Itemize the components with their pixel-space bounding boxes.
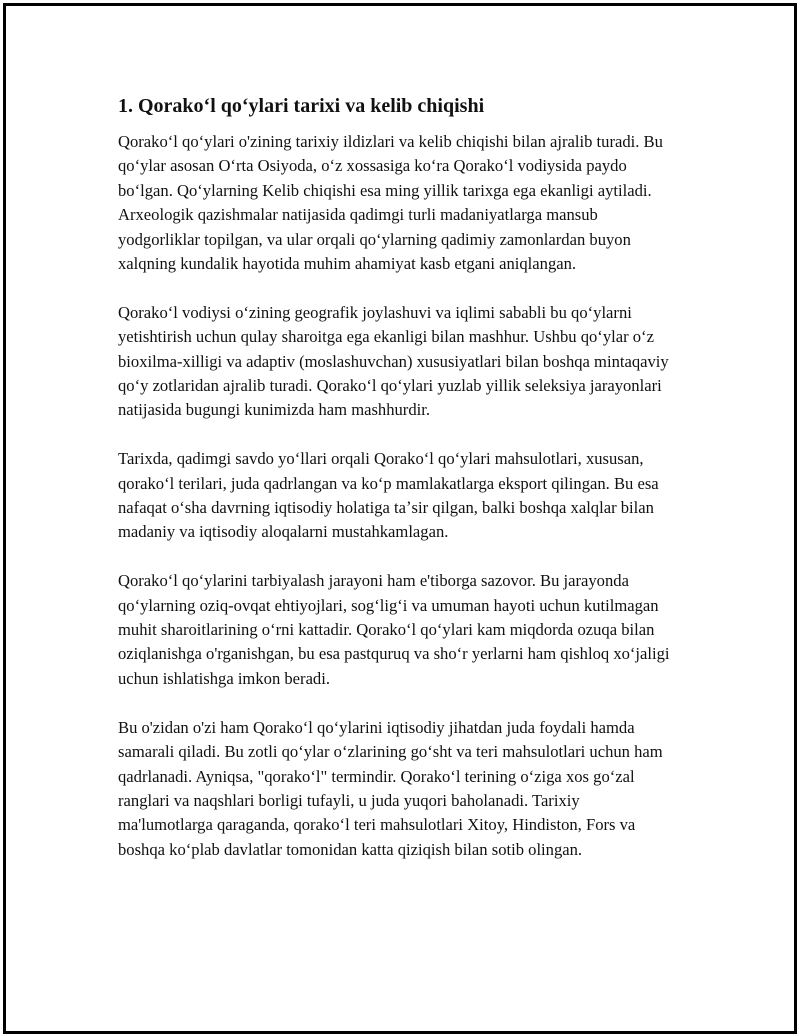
document-body (118, 90, 678, 887)
paragraph-1: Qorakoʻl qoʻylari o'zining tarixiy ildizlari va kelib chiqishi bilan ajralib turadi. Bu qoʻylar asosan Oʻrta Osiyoda, oʻz xossasiga koʻra Qorakoʻl vodiysida paydo boʻlgan. Qoʻylarning Kelib chiqishi esa ming yillik tarixga ega ekanligi aytiladi. Arxeologik qazishmalar natijasida qadimgi turli madaniyatlarga mansub yodgorliklar topilgan, va ular orqali qoʻylarning qadimiy zamonlardan buyon xalqning kundalik hayotida muhim ahamiyat kasb etgani aniqlangan. (118, 132, 663, 274)
section-heading: 1. Qorakoʻl qoʻylari tarixi va kelib chiqishi (118, 95, 485, 117)
paragraph-5: Bu o'zidan o'zi ham Qorakoʻl qoʻylarini iqtisodiy jihatdan juda foydali hamda samarali qiladi. Bu zotli qoʻylar oʻzlarining goʻsht va teri mahsulotlari uchun ham qadrlanadi. Ayniqsa, "qorakoʻl" termindir. Qorakoʻl terining oʻziga xos goʻzal ranglari va naqshlari borligi tufayli, u juda yuqori baholanadi. Tarixiy ma'lumotlarga qaraganda, qorakoʻl teri mahsulotlari Xitoy, Hindiston, Fors va boshqa koʻplab davlatlar tomonidan katta qiziqish bilan sotib olingan. (118, 717, 663, 859)
paragraph-2: Qorakoʻl vodiysi oʻzining geografik joylashuvi va iqlimi sababli bu qoʻylarni yetishtirish uchun qulay sharoitga ega ekanligi bilan mashhur. Ushbu qoʻylar oʻz bioxilma-xilligi va adaptiv (moslashuvchan) xususiyatlari bilan boshqa mintaqaviy qoʻy zotlaridan ajralib turadi. Qorakoʻl qoʻylari yuzlab yillik seleksiya jarayonlari natijasida bugungi kunimizda ham mashhurdir. (118, 302, 669, 420)
paragraph-3: Tarixda, qadimgi savdo yoʻllari orqali Qorakoʻl qoʻylari mahsulotlari, xususan, qorakoʻl terilari, juda qadrlangan va koʻp mamlakatlarga eksport qilingan. Bu esa nafaqat oʻsha davrning iqtisodiy holatiga taʼsir qilgan, balki boshqa xalqlar bilan madaniy va iqtisodiy aloqalarni mustahkamlagan. (118, 449, 659, 542)
paragraph-4: Qorakoʻl qoʻylarini tarbiyalash jarayoni ham e'tiborga sazovor. Bu jarayonda qoʻylarning oziq-ovqat ehtiyojlari, sogʻligʻi va umuman hayoti uchun kutilmagan muhit sharoitlarining oʻrni kattadir. Qorakoʻl qoʻylari kam miqdorda ozuqa bilan oziqlanishga o'rganishgan, bu esa pastquruq va shoʻr yerlarni ham qishloq xoʻjaligi uchun ishlatishga imkon beradi. (118, 571, 670, 688)
